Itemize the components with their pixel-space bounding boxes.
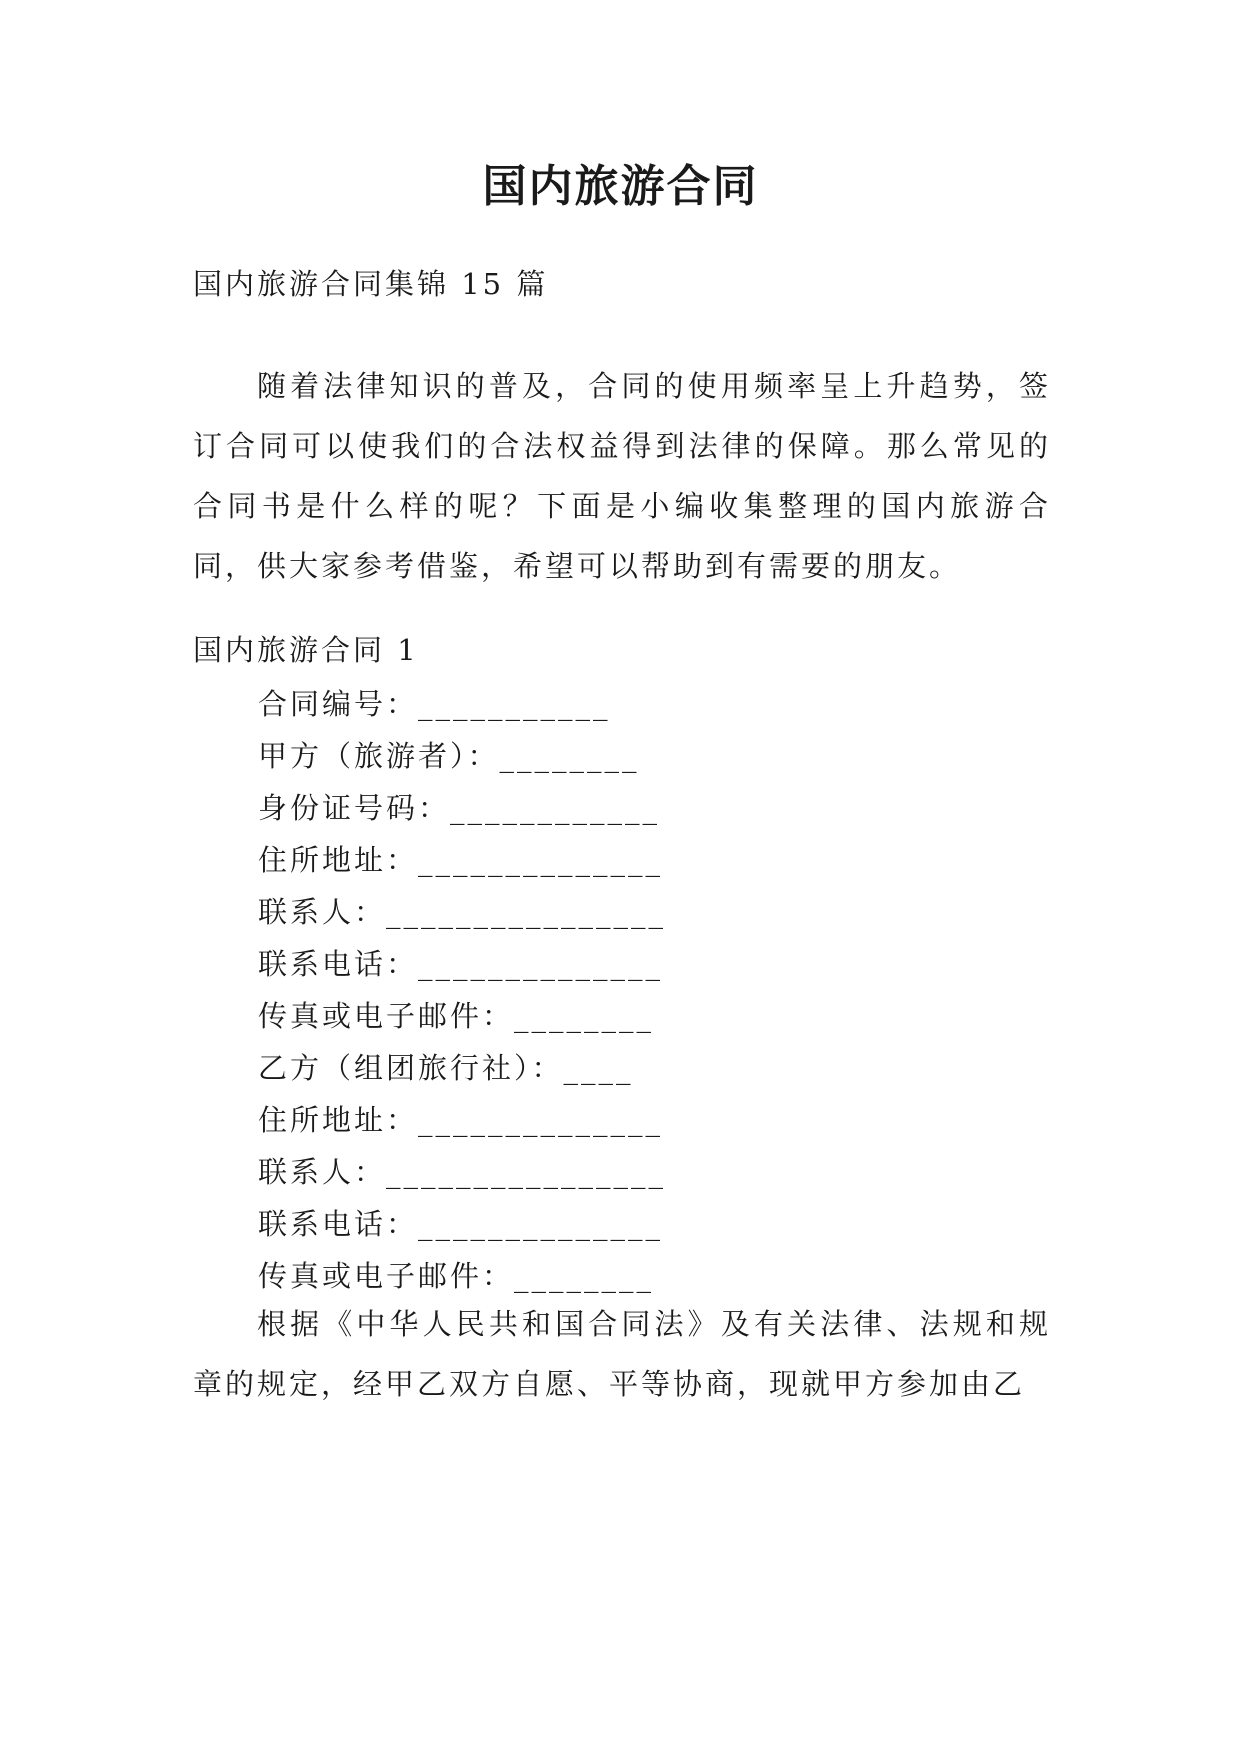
field-address-b: 住所地址：______________ [258,1103,664,1137]
document-title: 国内旅游合同 [482,161,759,212]
field-contact-a: 联系人：________________ [258,895,667,929]
field-party-b: 乙方（组团旅行社）：____ [258,1051,634,1085]
field-party-a: 甲方（旅游者）：________ [258,739,640,773]
field-phone-a: 联系电话：______________ [258,947,664,981]
field-contract-number: 合同编号：___________ [258,687,611,721]
field-id-number: 身份证号码：____________ [258,791,661,825]
section-heading: 国内旅游合同 1 [193,633,419,667]
field-phone-b: 联系电话：______________ [258,1207,664,1241]
closing-paragraph: 根据《中华人民共和国合同法》及有关法律、法规和规章的规定，经甲乙双方自愿、平等协商，现就甲方参加由乙 [193,1307,1051,1401]
field-fax-email-b: 传真或电子邮件：________ [258,1259,655,1293]
document-subtitle: 国内旅游合同集锦 15 篇 [193,267,549,301]
intro-paragraph: 随着法律知识的普及，合同的使用频率呈上升趋势，签订合同可以使我们的合法权益得到法律的保障。那么常见的合同书是什么样的呢？下面是小编收集整理的国内旅游合同，供大家参考借鉴，希望可以帮助到有需要的朋友。 [193,369,1051,583]
field-contact-b: 联系人：________________ [258,1155,667,1189]
field-fax-email-a: 传真或电子邮件：________ [258,999,655,1033]
field-address-a: 住所地址：______________ [258,843,664,877]
